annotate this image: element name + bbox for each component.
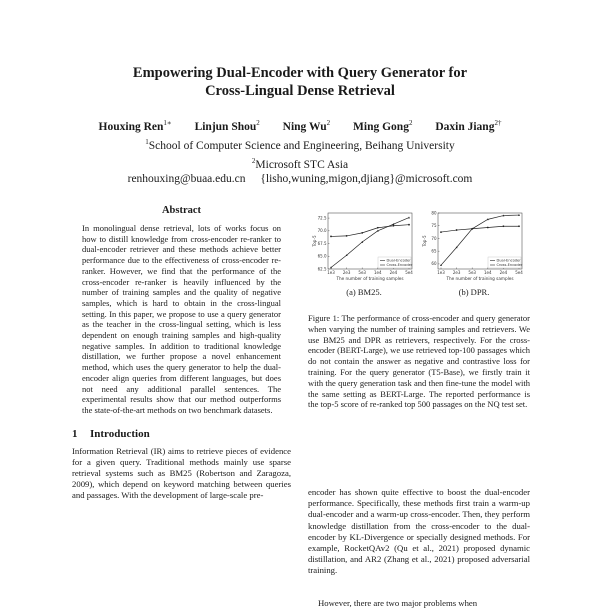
y-tick-label: 62.5 <box>317 266 327 272</box>
body-paragraph-1: encoder has shown quite effective to boost the dual-encoder performance. Specifically, these methods first train a warm-up dual-encoder and a warm-up cross-encoder. Then, they perform knowledge distillation from the cross-encoder to the dual-encoder by KL-Divergence or specially designed methods. For example, RocketQAv2 (Qu et al., 2021) proposed dynamic distillation, and AR2 (Zhang et al., 2021) proposed adversarial training. <box>308 487 530 576</box>
data-point <box>393 225 395 227</box>
series-line-0 <box>331 225 409 237</box>
affiliation-1: $^1$School of Computer Science and Engineering, Beihang University <box>145 137 455 152</box>
abstract-heading: Abstract <box>161 205 202 216</box>
chart-bm25-svg <box>312 205 416 287</box>
x-tick-label: 2e3 <box>452 270 461 275</box>
chart-dpr <box>422 205 526 291</box>
abstract-text: In monolingual dense retrieval, lots of works focus on how to distill knowledge from cross-encoder re-ranker to dual-encoder retriever and these methods achieve better performance due to the effectiveness of cross-encoder re-ranker. However, we find that the performance of the cross-encoder re-ranker is heavily influenced by the number of training samples and the quality of negative samples, which is hard to obtain in the cross-lingual setting. In this paper, we propose to use a query generator as the teacher in the cross-lingual setting, which is less dependent on enough training samples and high-quality negative samples. In addition to traditional knowledge distillation, we further propose a novel enhancement method, which uses the query generator to help the dual-encoder align queries from different languages, but does not need any additional parallel sentences. The experimental results show that our method outperforms the state-of-the-art methods on two benchmark datasets. <box>82 223 281 415</box>
series-line-0 <box>441 226 519 232</box>
email-2: {lisho,wuning,migon,djiang}@microsoft.com <box>260 173 473 186</box>
intro-heading <box>72 428 291 440</box>
paper-title <box>0 64 600 100</box>
data-point <box>361 232 363 234</box>
y-tick-label: 65 <box>431 248 437 254</box>
y-tick-label: 67.5 <box>317 240 327 246</box>
x-axis-label: The number of training samples <box>446 276 514 281</box>
title-line-2: Cross-Lingual Dense Retrieval <box>205 83 395 99</box>
data-point <box>518 225 520 227</box>
x-tick-label: 2e4 <box>499 270 508 275</box>
title-line-1: Empowering Dual-Encoder with Query Generator for <box>132 65 468 81</box>
legend-label: Dual-Encoder <box>496 258 521 263</box>
y-tick-label: 60 <box>431 261 437 267</box>
data-point <box>440 231 442 233</box>
y-tick-label: 65.0 <box>317 253 327 259</box>
data-point <box>503 225 505 227</box>
author: Linjun Shou$^2$ <box>194 119 260 133</box>
y-tick-label: 72.5 <box>317 215 327 221</box>
data-point <box>346 235 348 237</box>
author: Daxin Jiang$^{2\dagger}$ <box>435 119 502 133</box>
x-tick-label: 5e4 <box>405 270 413 275</box>
legend-label: Cross-Encoder <box>386 263 413 268</box>
data-point <box>330 236 332 238</box>
intro-text: Information Retrieval (IR) aims to retrieve pieces of evidence for a given query. Traditional methods mainly use sparse retrieval systems such as BM25 (Robertson and Zaragoza, 2009), which depend on keyword matching between queries and passages. With the development of large-scale pre- <box>72 445 291 501</box>
y-tick-label: 80 <box>431 210 437 216</box>
subcaption-b: (b) DPR. <box>458 287 490 297</box>
section-number: 1 <box>72 427 78 440</box>
x-tick-label: 5e3 <box>468 270 476 275</box>
right-column <box>308 205 530 608</box>
author-block <box>0 116 600 187</box>
x-tick-label: 2e3 <box>342 270 351 275</box>
section-title: Introduction <box>90 427 150 440</box>
x-tick-label: 1e3 <box>437 270 445 275</box>
y-tick-label: 70.0 <box>317 228 327 234</box>
data-point <box>456 229 458 231</box>
data-point <box>377 227 379 229</box>
author-emails <box>0 172 600 187</box>
chart-dpr-svg <box>422 205 526 287</box>
subcaption-a: (a) BM25. <box>346 287 382 297</box>
y-tick-label: 75 <box>431 223 437 229</box>
author-names <box>0 116 600 135</box>
figure-caption: Figure 1: The performance of cross-encoder and query generator when varying the number of training samples and retrievers. We use BM25 and DPR as retrievers, respectively. For the cross-encoder (BERT-Large), we use retrieved top-100 passages which do not contain the answer as negative and contrastive loss for training. For the query generator (T5-Base), we firstly train it with the query generation task and then fine-tune the model with the same setting as BERT-Large. The reported performance is the top-5 score of re-ranked top 500 passages on the NQ test set. <box>308 313 530 410</box>
figure-1 <box>308 205 530 313</box>
data-point <box>408 224 410 226</box>
left-column <box>72 205 291 502</box>
y-tick-label: 70 <box>431 235 437 241</box>
legend-label: Dual-Encoder <box>386 258 411 263</box>
author: Ning Wu$^2$ <box>282 119 331 133</box>
x-tick-label: 1e4 <box>484 270 492 275</box>
x-tick-label: 1e3 <box>327 270 335 275</box>
data-point <box>487 227 489 229</box>
x-tick-label: 1e4 <box>374 270 382 275</box>
y-axis-label: Top-5 <box>422 235 427 247</box>
x-axis-label: The number of training samples <box>336 276 404 281</box>
x-tick-label: 2e4 <box>389 270 398 275</box>
data-point <box>408 216 410 218</box>
affiliation-2: $^2$Microsoft STC Asia <box>251 156 349 171</box>
author: Ming Gong$^2$ <box>353 119 413 133</box>
chart-bm25 <box>312 205 416 291</box>
body-paragraph-2: However, there are two major problems when <box>318 598 478 608</box>
x-tick-label: 5e3 <box>358 270 366 275</box>
author: Houxing Ren$^{1∗}$ <box>98 119 172 133</box>
legend-label: Cross-Encoder <box>496 263 523 268</box>
y-axis-label: Top-5 <box>312 235 317 247</box>
email-1: renhouxing@buaa.edu.cn <box>127 173 246 186</box>
x-tick-label: 5e4 <box>515 270 523 275</box>
